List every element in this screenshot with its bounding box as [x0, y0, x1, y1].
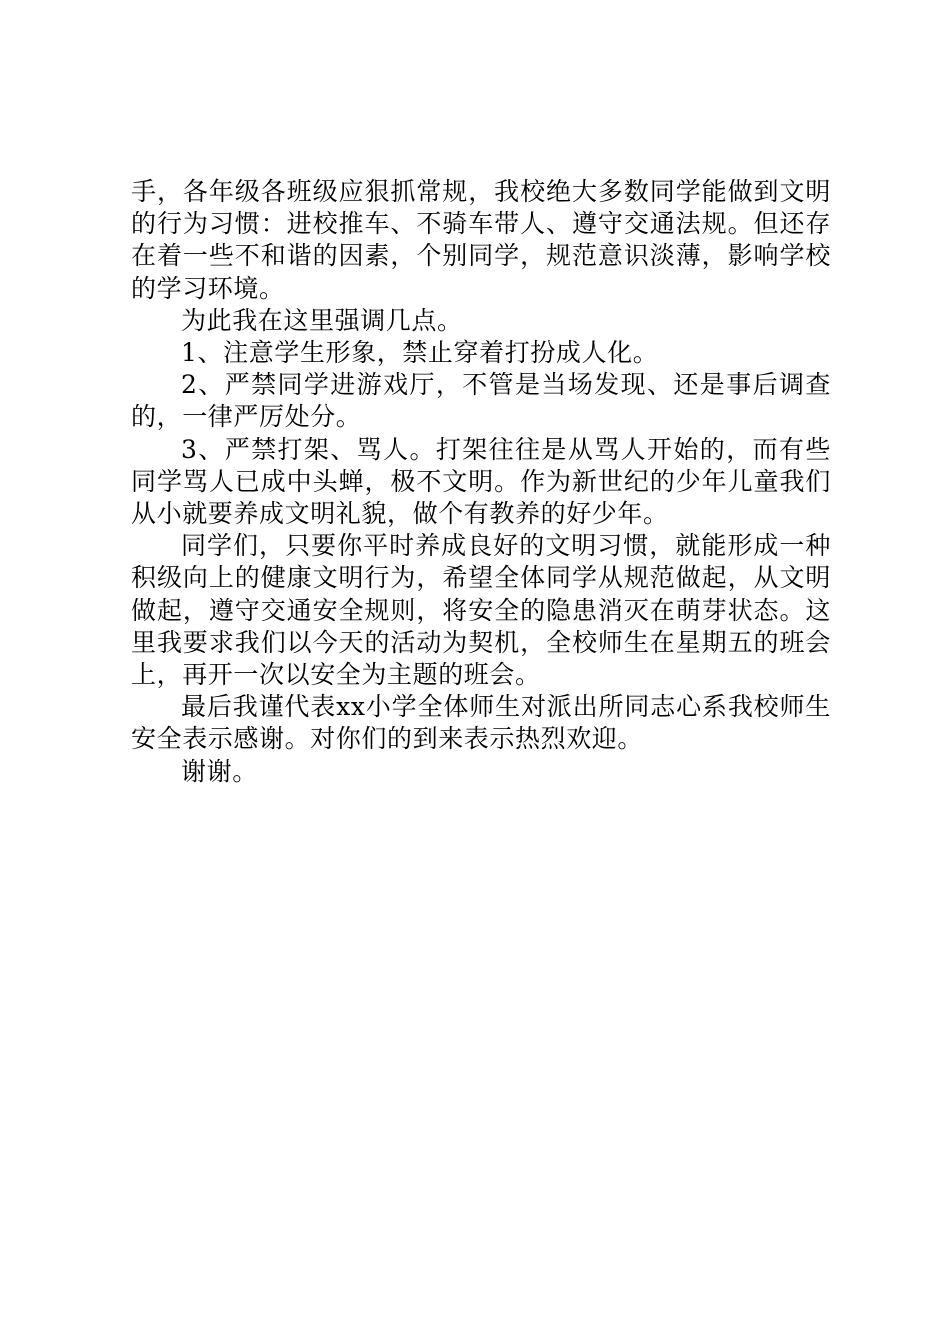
- document-body: [131, 176, 831, 788]
- paragraph-students: 同学们，只要你平时养成良好的文明习惯，就能形成一种积级向上的健康文明行为，希望全体同学从规范做起，从文明做起，遵守交通安全规则，将安全的隐患消灭在萌芽状态。这里我要求我们以今天的活动为契机，全校师生在星期五的班会上，再开一次以安全为主题的班会。: [131, 531, 831, 690]
- paragraph-point-1: 1、注意学生形象，禁止穿着打扮成人化。: [181, 338, 659, 368]
- paragraph-continuation: 手，各年级各班级应狠抓常规，我校绝大多数同学能做到文明的行为习惯：进校推车、不骑车带人、遵守交通法规。但还存在着一些不和谐的因素，个别同学，规范意识淡薄，影响学校的学习环境。: [131, 177, 831, 303]
- paragraph-emphasis-intro: 为此我在这里强调几点。: [181, 305, 463, 335]
- paragraph-closing: 谢谢。: [181, 756, 258, 786]
- paragraph-thanks: 最后我谨代表xx小学全体师生对派出所同志心系我校师生安全表示感谢。对你们的到来表示热烈欢迎。: [131, 692, 831, 754]
- paragraph-point-3: 3、严禁打架、骂人。打架往往是从骂人开始的，而有些同学骂人已成中头蝉，极不文明。作为新世纪的少年儿童我们从小就要养成文明礼貌，做个有教养的好少年。: [131, 434, 831, 529]
- paragraph-point-2: 2、严禁同学进游戏厅，不管是当场发现、还是事后调查的，一律严厉处分。: [131, 370, 831, 432]
